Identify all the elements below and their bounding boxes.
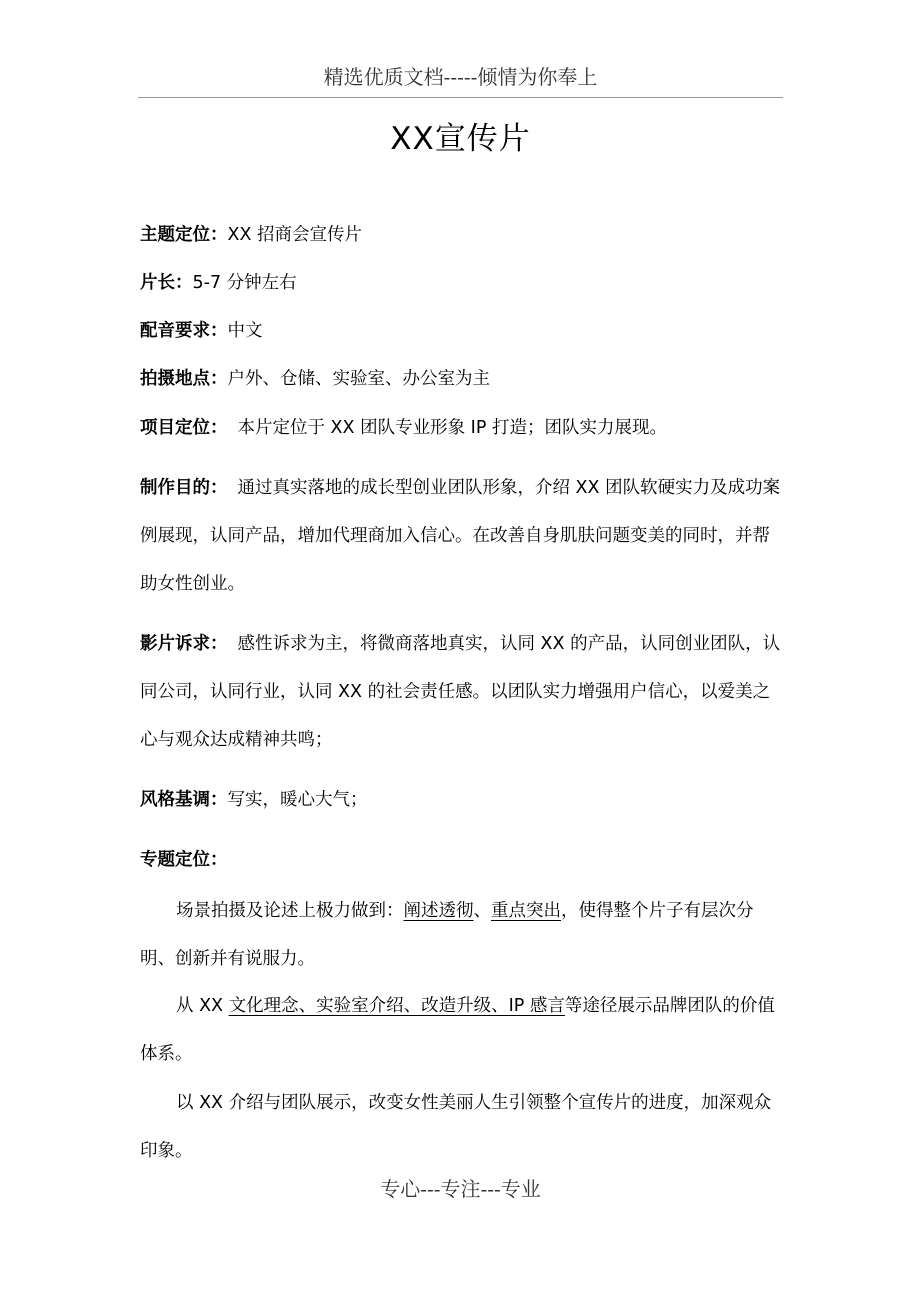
field-purpose-label: 制作目的：	[140, 478, 228, 498]
topic-p1-underline-2: 重点突出	[491, 901, 561, 921]
topic-p1-underline-1: 阐述透彻	[403, 901, 474, 921]
topic-p1-before: 场景拍摄及论述上极力做到：	[176, 901, 404, 921]
document-title: XX宣传片	[390, 121, 531, 157]
topic-paragraph-2	[140, 982, 782, 1078]
field-style	[140, 776, 782, 824]
field-project	[140, 404, 782, 452]
field-length-label: 片长：	[140, 273, 193, 293]
field-appeal-label: 影片诉求：	[140, 634, 228, 654]
topic-p1-separator: 、	[473, 901, 491, 921]
field-theme	[140, 211, 782, 259]
field-voice-label: 配音要求：	[140, 321, 228, 341]
page-header: 精选优质文档-----倾情为你奉上	[323, 65, 598, 89]
page-footer: 专心---专注---专业	[380, 1177, 541, 1201]
field-voice-value: 中文	[227, 321, 263, 341]
field-voice	[140, 307, 782, 355]
field-style-value: 写实，暖心大气；	[227, 790, 368, 810]
field-project-value: 本片定位于 XX 团队专业形象 IP 打造；团队实力展现。	[237, 418, 667, 438]
field-length	[140, 259, 782, 307]
field-project-label: 项目定位：	[140, 418, 228, 438]
field-topic-label: 专题定位：	[140, 850, 228, 870]
topic-p1-after: ，使得整个片子有层次分明、创新并有说服力。	[140, 901, 754, 969]
field-location-label: 拍摄地点：	[140, 369, 228, 389]
field-appeal-value: 感性诉求为主，将微商落地真实，认同 XX 的产品，认同创业团队，认同公司，认同行业，认同 XX 的社会责任感。以团队实力增强用户信心，以爱美之心与观众达成精神共鸣；	[140, 634, 781, 750]
field-style-label: 风格基调：	[140, 790, 228, 810]
field-appeal	[140, 620, 782, 764]
field-location-value: 户外、仓储、实验室、办公室为主	[227, 369, 490, 389]
topic-p2-underline: 文化理念、实验室介绍、改造升级、IP 感言	[228, 996, 565, 1016]
header-divider	[138, 97, 783, 98]
field-theme-label: 主题定位：	[140, 225, 228, 245]
field-location	[140, 355, 782, 403]
field-purpose	[140, 464, 782, 608]
field-purpose-value: 通过真实落地的成长型创业团队形象，介绍 XX 团队软硬实力及成功案例展现，认同产品，增加代理商加入信心。在改善自身肌肤问题变美的同时，并帮助女性创业。	[140, 478, 781, 594]
topic-paragraph-1	[140, 887, 782, 983]
field-theme-value: XX 招商会宣传片	[227, 225, 363, 245]
field-topic	[140, 836, 782, 884]
topic-paragraph-3: 以 XX 介绍与团队展示，改变女性美丽人生引领整个宣传片的进度，加深观众印象。	[140, 1093, 772, 1161]
field-length-value: 5-7 分钟左右	[192, 273, 297, 293]
topic-p2-before: 从 XX	[176, 996, 229, 1016]
topic-p2-after: 等途径展示品牌团队的价值体系。	[140, 996, 775, 1064]
